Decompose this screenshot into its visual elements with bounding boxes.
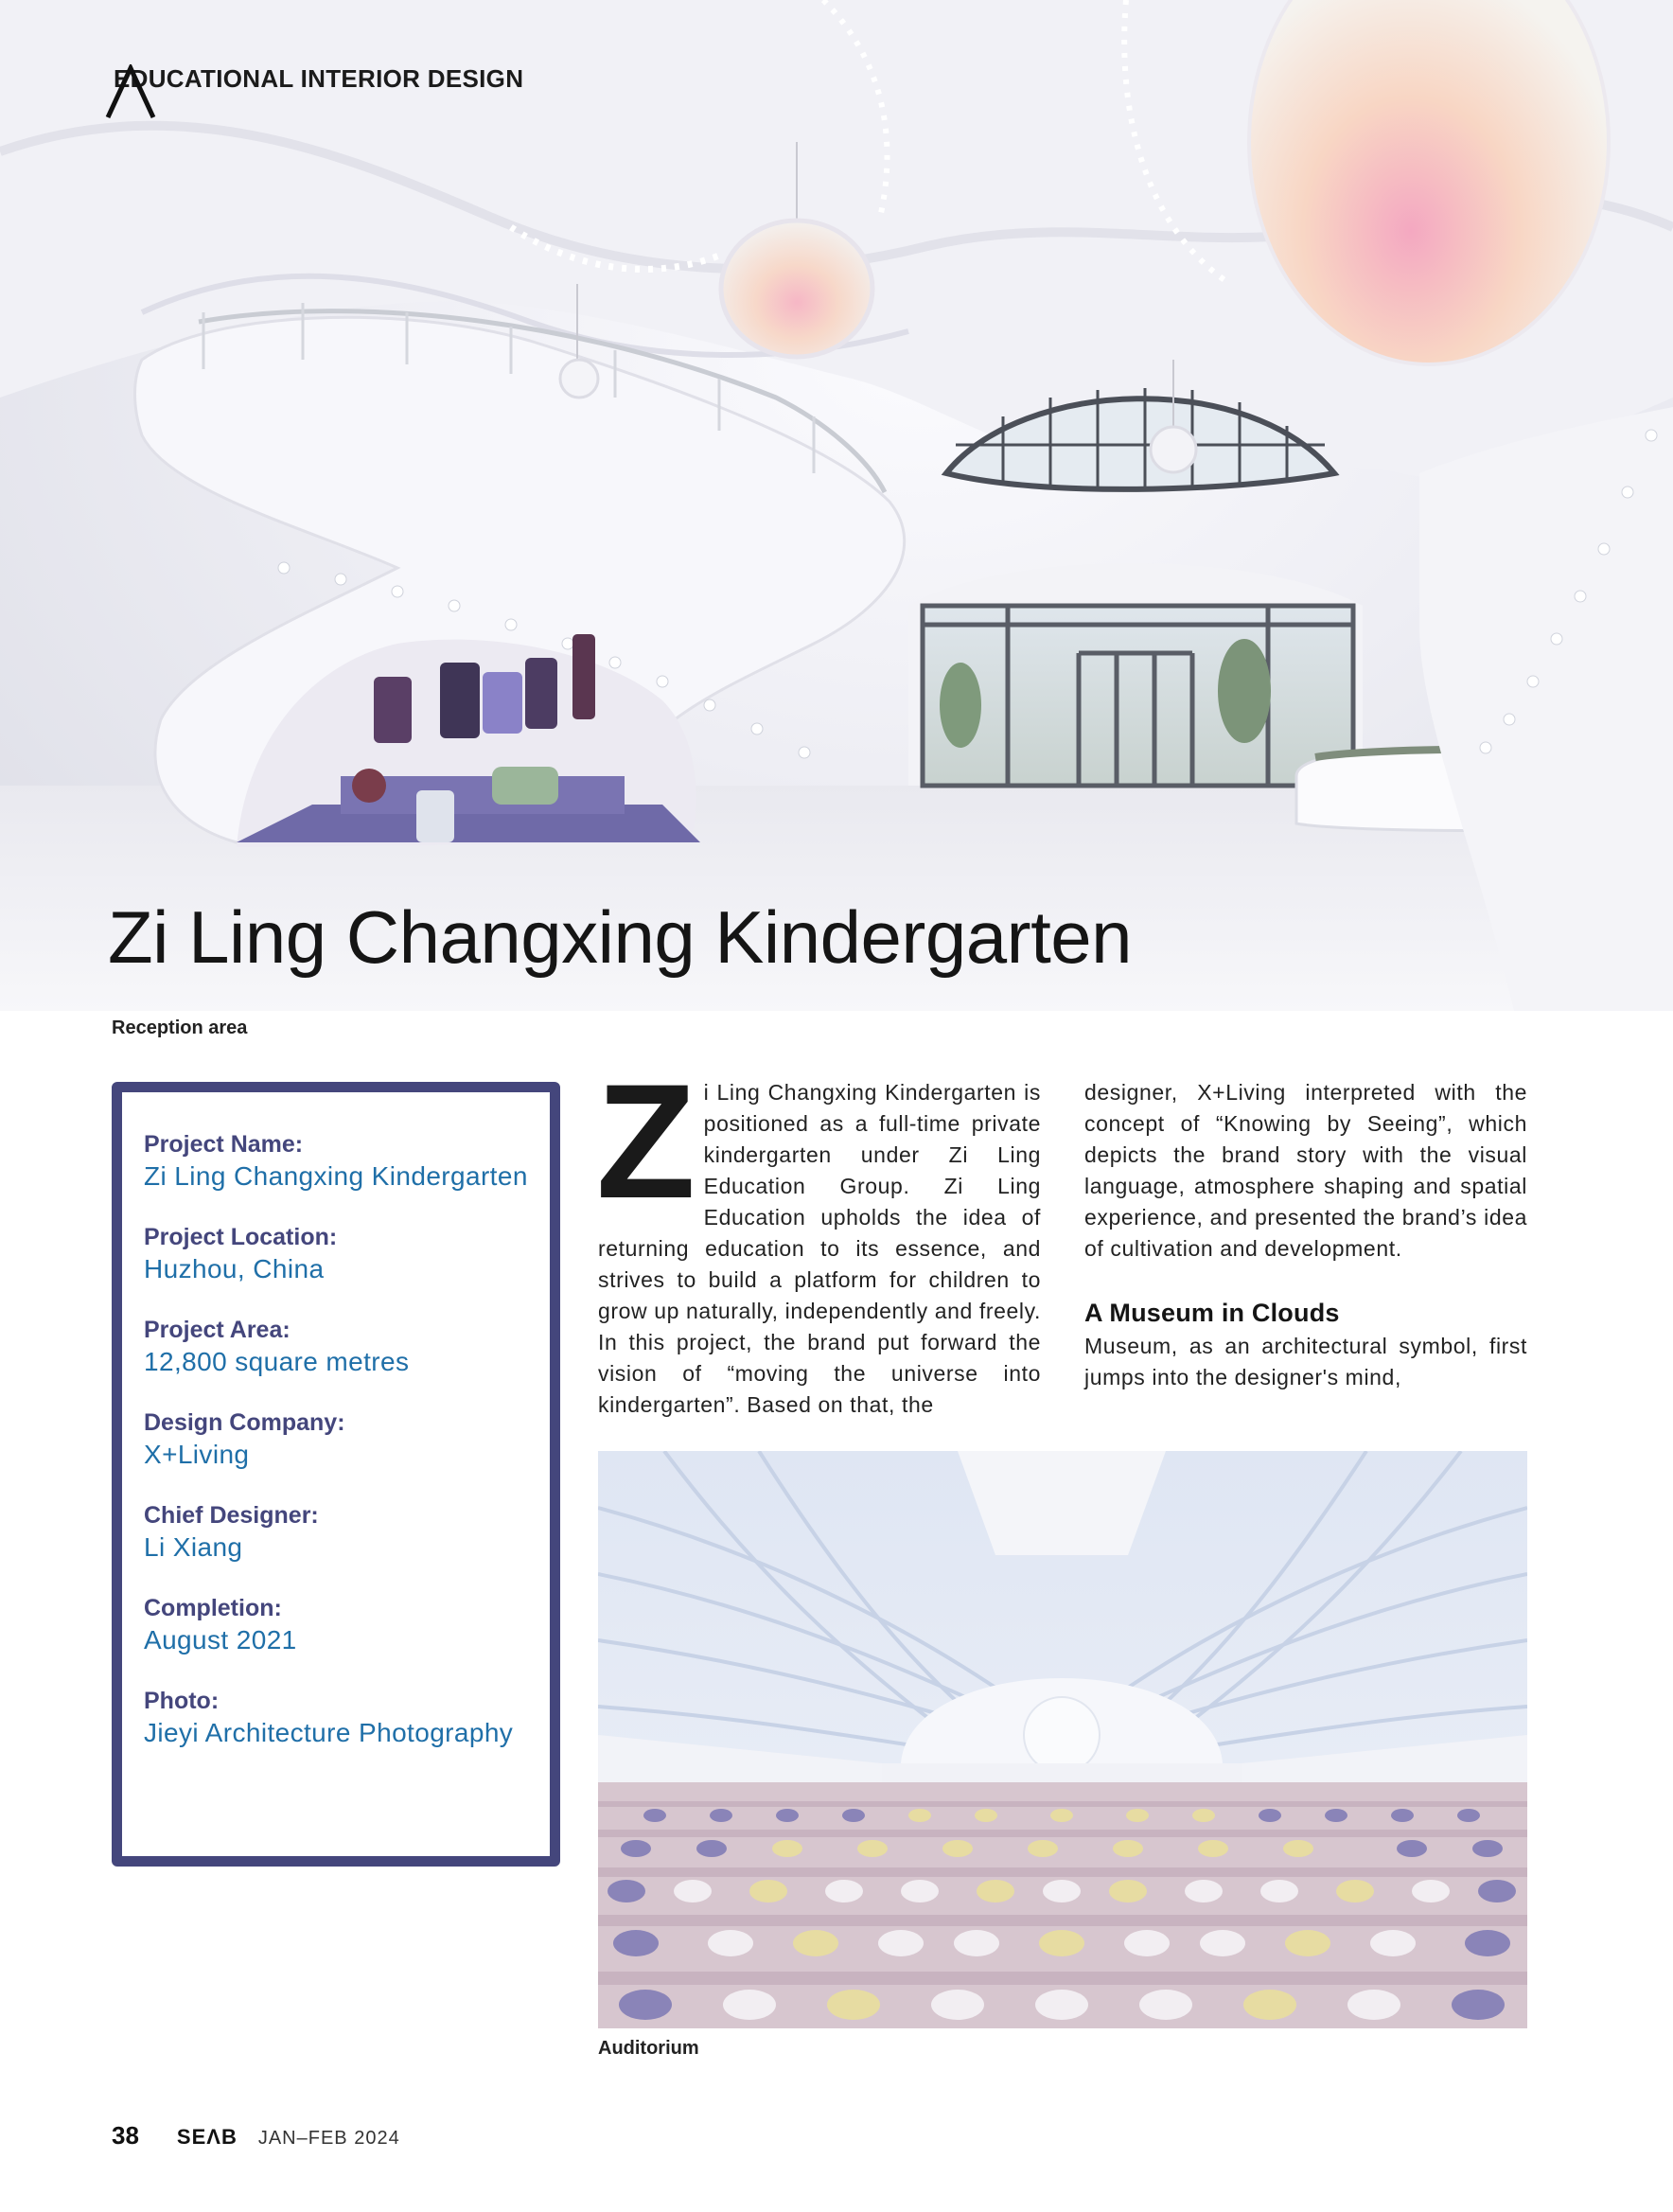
info-item-completion [144,1592,541,1656]
subheading: A Museum in Clouds [1084,1299,1340,1327]
info-item-chief-designer [144,1499,541,1564]
page-footer [112,2121,400,2150]
info-label: Photo: [144,1688,220,1714]
body-paragraph-2: designer, X+Living interpreted with the concept of “Knowing by Seeing”, which depicts the brand story with the visual language, atmosphere shaping and spatial experience, and presented the brand’s idea of cultivation and development. [1084,1080,1527,1261]
hero-photo [0,0,1673,1011]
info-item-project-location [144,1221,541,1285]
info-label: Project Name: [144,1131,304,1158]
info-label: Completion: [144,1595,282,1621]
info-label: Chief Designer: [144,1502,319,1529]
auditorium-caption: Auditorium [598,2038,699,2059]
auditorium-photo [598,1451,1527,2028]
info-item-project-area [144,1314,541,1378]
project-info-box [112,1082,560,1867]
issue-date: JAN–FEB 2024 [257,2128,400,2149]
magazine-name: SEΛB [176,2125,238,2149]
body-column-1 [596,1051,1041,1421]
info-value: Zi Ling Changxing Kindergarten [144,1161,528,1191]
info-label: Project Location: [144,1224,338,1250]
lambda-logo-icon [104,64,157,119]
section-label: EDUCATIONAL INTERIOR DESIGN [114,64,524,93]
body-column-2 [1084,1077,1527,1393]
hero-caption: Reception area [112,1018,248,1038]
body-paragraph-3: Museum, as an architectural symbol, first jumps into the designer's mind, [1084,1334,1527,1389]
info-item-design-company [144,1407,541,1471]
auditorium-illustration [598,1451,1527,2028]
info-item-project-name [144,1128,541,1193]
reception-area-illustration [0,0,1673,1011]
info-value: Huzhou, China [144,1254,325,1283]
section-header [104,64,523,96]
info-value: Li Xiang [144,1532,243,1562]
info-label: Project Area: [144,1317,291,1343]
info-value: X+Living [144,1440,250,1469]
info-label: Design Company: [144,1409,345,1436]
page-title: Zi Ling Changxing Kindergarten [108,895,1133,979]
page-number: 38 [112,2121,139,2150]
body-paragraph-1: i Ling Changxing Kindergarten is positioned as a full-time private kindergarten under Zi Ling Education Group. Zi Ling Education upholds the idea of returning education to its essence, and strives to build a platform for children to grow up naturally, independently and freely. In this project, the brand put forward the vision of “moving the universe into kindergarten”. Based on that, the [598,1080,1041,1417]
dropcap: Z [596,1051,696,1232]
info-value: 12,800 square metres [144,1347,410,1376]
info-value: Jieyi Architecture Photography [144,1718,514,1747]
info-value: August 2021 [144,1625,297,1655]
info-item-photo [144,1685,541,1749]
